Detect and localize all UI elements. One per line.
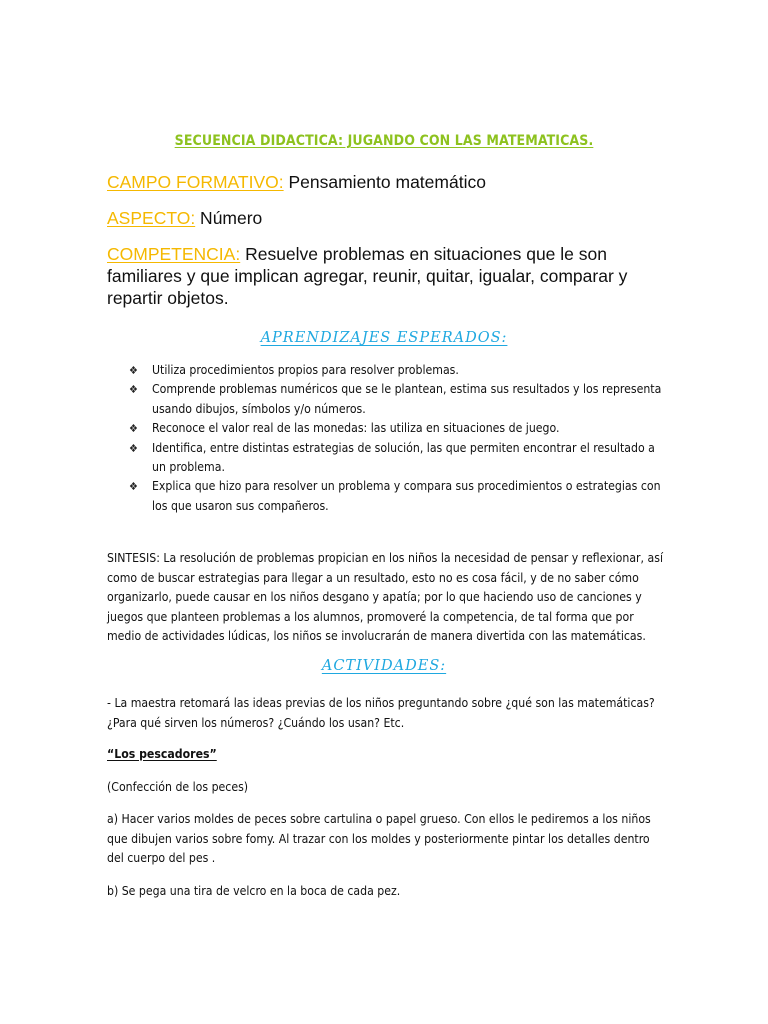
diamond-bullet-icon: ❖	[129, 364, 138, 377]
actividades-heading: ACTIVIDADES:	[321, 658, 447, 674]
campo-formativo-value: Pensamiento matemático	[283, 172, 486, 192]
list-item: ❖ Reconoce el valor real de las monedas: las utiliza en situaciones de juego.	[129, 419, 669, 438]
aprendizajes-heading: APRENDIZAJES ESPERADOS:	[260, 330, 508, 346]
paso-b-paragraph: b) Se pega una tira de velcro en la boca de cada pez.	[107, 884, 401, 898]
competencia-line	[107, 243, 667, 309]
list-item: ❖ Comprende problemas numéricos que se le plantean, estima sus resultados y los representa usando dibujos, símbolos y/o números.	[129, 382, 662, 416]
aspecto-line	[107, 207, 667, 229]
diamond-bullet-icon: ❖	[129, 480, 138, 494]
pescadores-title: “Los pescadores”	[107, 747, 217, 761]
list-item: ❖ Utiliza procedimientos propios para resolver problemas.	[129, 361, 669, 380]
confeccion-line: (Confección de los peces)	[107, 780, 249, 794]
aprendizajes-list	[129, 361, 669, 516]
competencia-value: Resuelve problemas en situaciones que le son familiares y que implican agregar, reunir, quitar, igualar, comparar y repartir objetos.	[107, 244, 628, 308]
sintesis-paragraph	[107, 549, 667, 647]
intro-paragraph: - La maestra retomará las ideas previas de los niños preguntando sobre ¿qué son las matemáticas? ¿Para qué sirven los números? ¿Cuándo los usan? Etc.	[107, 696, 655, 730]
diamond-bullet-icon: ❖	[129, 422, 138, 436]
aspecto-value: Número	[195, 208, 263, 228]
competencia-label: COMPETENCIA:	[107, 244, 241, 264]
diamond-bullet-icon: ❖	[129, 441, 138, 455]
list-item: ❖ Identifica, entre distintas estrategias de solución, las que permiten encontrar el resultado a un problema.	[129, 440, 655, 475]
paso-a-paragraph: a) Hacer varios moldes de peces sobre cartulina o papel grueso. Con ellos le pediremos a los niños que dibujen varios sobre fomy. Al trazar con los moldes y posteriormente pintar los detalles dentro del cuerpo del pes .	[107, 812, 651, 866]
campo-formativo-label: CAMPO FORMATIVO:	[107, 172, 284, 192]
document-title: SECUENCIA DIDACTICA: JUGANDO CON LAS MATEMATICAS.	[174, 133, 594, 149]
diamond-bullet-icon: ❖	[129, 383, 138, 397]
campo-formativo-line	[107, 171, 667, 193]
list-item: ❖ Explica que hizo para resolver un problema y compara sus procedimientos o estrategias con los que usaron sus compañeros.	[129, 479, 661, 513]
sintesis-label: SINTESIS	[107, 551, 157, 565]
sintesis-text: : La resolución de problemas propician en los niños la necesidad de pensar y reflexionar, así como de buscar estrategias para llegar a un resultado, esto no es cosa fácil, y de no saber cómo organizarlo, puede causar en los niños desgano y apatía; por lo que haciendo uso de canciones y juegos que planteen problemas a los alumnos, promoveré la competencia, de tal forma que por medio de actividades lúdicas, los niños se involucrarán de manera divertida con las matemáticas.	[107, 551, 663, 644]
aspecto-label: ASPECTO:	[107, 208, 196, 228]
